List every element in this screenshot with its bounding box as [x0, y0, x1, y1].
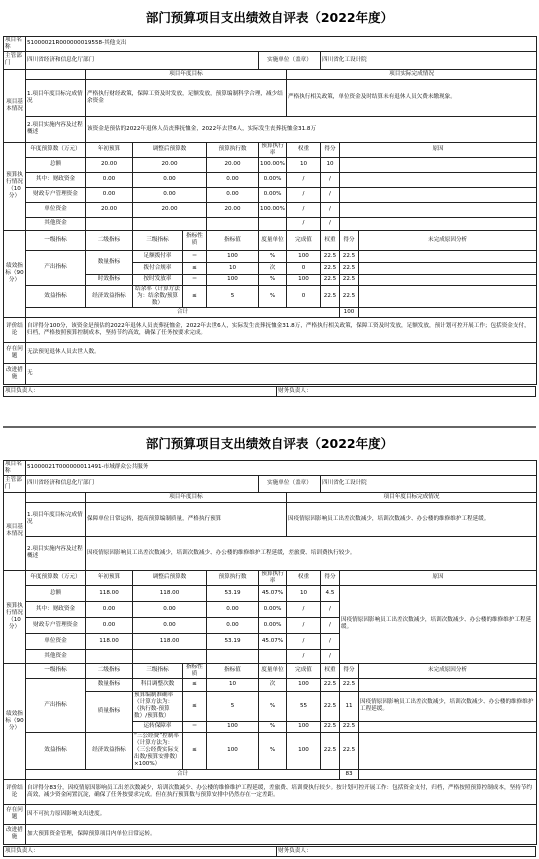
- unit-value: 四川省化工设计院: [321, 475, 537, 492]
- perf-l3: 预算编制准确率（计算方法为：（执行数-预算数）/预算数）: [133, 691, 183, 721]
- evaluation-table: [3, 36, 537, 385]
- perf-header: 度量单位: [259, 663, 287, 678]
- perf-header: 一级指标: [26, 663, 86, 678]
- eval-text: 自评得分100分，该资金是预估的2022年退休人员丧葬抚恤金，2022年去世6人，实际发生丧葬抚恤金31.8万，严格执行相关政策，保障工资及时发放，足额发放，预计划可控开展工作；包括资金支付，归档，严格按照预算控制成本，坚持节约高效，确保了任务按要求完成。: [26, 317, 537, 342]
- budget-row-label: 其他资金: [26, 649, 86, 663]
- overview-label: 项目基本情况: [4, 69, 26, 142]
- perf-analysis: [359, 732, 537, 769]
- overview-row-1: [4, 79, 537, 116]
- budget-adj: 118.00: [133, 585, 207, 601]
- budget-row-label: 总额: [26, 585, 86, 601]
- perf-score: 11: [340, 691, 359, 721]
- project-name-value: 51000021R000000019558-其他支出: [26, 37, 537, 52]
- budget-row-label: 其中：财政资金: [26, 601, 86, 617]
- project-name-label: 项目名称: [4, 461, 26, 476]
- perf-score: 22.5: [340, 732, 359, 769]
- budget-score: /: [321, 217, 340, 230]
- perf-header: 指标值: [207, 230, 259, 250]
- perf-score: 22.5: [340, 250, 359, 262]
- budget-exec: 53.19: [207, 585, 259, 601]
- budget-exec: [207, 217, 259, 230]
- perf-done: 55: [287, 691, 321, 721]
- overview-row-2: [4, 116, 537, 142]
- budget-header: 原因: [340, 142, 537, 157]
- row1-label: 1.项目年度目标完成情况: [26, 502, 86, 536]
- evaluation-sheet-2: [3, 426, 536, 857]
- budget-weight: /: [287, 202, 321, 217]
- budget-header: 年度预算数（万元）: [26, 570, 86, 585]
- budget-weight: /: [287, 601, 321, 617]
- budget-weight: 10: [287, 157, 321, 172]
- issue-label: 存在问题: [4, 342, 26, 363]
- perf-nature: ＝: [183, 274, 207, 285]
- budget-header: 得分: [321, 142, 340, 157]
- budget-weight: /: [287, 187, 321, 202]
- perf-l2: 经济效益指标: [86, 732, 133, 769]
- budget-row-label: 其他资金: [26, 217, 86, 230]
- budget-rate: 0.00%: [259, 601, 287, 617]
- finance-label: 财务负责人：: [277, 386, 536, 396]
- issue-row: [4, 342, 537, 363]
- perf-done: 100: [287, 721, 321, 732]
- row1-target: 保障单位日常运转，提高预算编制质量，严格执行预算: [86, 502, 287, 536]
- overview-row-2: [4, 536, 537, 570]
- perf-header: 一级指标: [26, 230, 86, 250]
- issue-label: 存在问题: [4, 804, 26, 824]
- row1-actual: 严格执行相关政策，单位资金及时结算未有退休人员欠费未缴现象。: [287, 79, 537, 116]
- perf-analysis: [359, 678, 537, 691]
- project-name-row: [4, 37, 537, 52]
- budget-adj: 0.00: [133, 172, 207, 187]
- budget-rate: 100.00%: [259, 157, 287, 172]
- perf-l1: 产出指标: [26, 250, 86, 285]
- overview-label: 项目基本情况: [4, 492, 26, 570]
- perf-nature: ≤: [183, 691, 207, 721]
- row1-target: 严格执行财经政策，保障工资及时发放，足额发放，预算编制科学合理，减少结余资金: [86, 79, 287, 116]
- dept-row: [4, 51, 537, 69]
- perf-header: 权重: [321, 230, 340, 250]
- budget-reason: [340, 157, 537, 172]
- perf-l2: 时效指标: [86, 274, 133, 285]
- perf-value: 100: [207, 250, 259, 262]
- measure-label: 改进措施: [4, 363, 26, 384]
- perf-done: 0: [287, 262, 321, 274]
- budget-row-label: 总额: [26, 157, 86, 172]
- perf-l2: 质量指标: [86, 691, 133, 732]
- unit-label: 实施单位（盖章）: [259, 51, 321, 69]
- project-name-value: 51000021T000000011491-市域群众公共服务: [26, 461, 537, 476]
- perf-analysis: [359, 285, 537, 307]
- issue-text: 因不可抗力原因影响支出进度。: [26, 804, 537, 824]
- row1-actual: 因疫情原因影响员工出差次数减少，培训次数减少、办公楼的维修维护工程延缓。: [287, 502, 537, 536]
- budget-exec: 53.19: [207, 633, 259, 649]
- overview-row-1: [4, 502, 537, 536]
- eval-label: 评价结论: [4, 317, 26, 342]
- dept-row: [4, 475, 537, 492]
- budget-init: [86, 649, 133, 663]
- perf-value: 10: [207, 678, 259, 691]
- budget-row: [4, 187, 537, 202]
- dept-label: 主管部门: [4, 475, 26, 492]
- perf-value: 5: [207, 691, 259, 721]
- budget-adj: [133, 217, 207, 230]
- budget-score: 4.5: [321, 585, 340, 601]
- budget-adj: 0.00: [133, 187, 207, 202]
- perf-header-row: [4, 663, 537, 678]
- perf-weight: 22.5: [321, 678, 340, 691]
- budget-init: 0.00: [86, 617, 133, 633]
- perf-score: 22.5: [340, 285, 359, 307]
- perf-unit: %: [259, 285, 287, 307]
- perf-weight: 22.5: [321, 274, 340, 285]
- perf-score: 22.5: [340, 678, 359, 691]
- total-row: [4, 769, 537, 779]
- perf-header: 完成值: [287, 663, 321, 678]
- total-score: 100: [340, 307, 359, 317]
- perf-l3: 拨付合规率: [133, 262, 183, 274]
- perf-unit: %: [259, 250, 287, 262]
- budget-row: [4, 202, 537, 217]
- budget-row-label: 单位资金: [26, 633, 86, 649]
- budget-weight: /: [287, 633, 321, 649]
- perf-weight: 22.5: [321, 691, 340, 721]
- perf-header: 二级指标: [86, 230, 133, 250]
- budget-header: 调整后预算数: [133, 570, 207, 585]
- budget-score: /: [321, 617, 340, 633]
- dept-value: 四川省经济和信息化厅部门: [26, 51, 259, 69]
- budget-exec: 0.00: [207, 187, 259, 202]
- project-name-row: [4, 461, 537, 476]
- budget-reason: 因疫情原因影响员工出差次数减少，培训次数减少、办公楼的维修维护工程延缓。: [340, 585, 537, 663]
- perf-header: 二级指标: [86, 663, 133, 678]
- budget-header: 得分: [321, 570, 340, 585]
- perf-l1: 效益指标: [26, 732, 86, 769]
- perf-unit: 次: [259, 262, 287, 274]
- perf-done: 100: [287, 732, 321, 769]
- perf-row: [4, 732, 537, 769]
- perf-unit: %: [259, 721, 287, 732]
- budget-row: [4, 217, 537, 230]
- perf-header: 三级指标: [133, 230, 183, 250]
- col-target-header: 项目年度目标: [86, 492, 287, 502]
- col-actual-header: 项目实际完成情况: [287, 69, 537, 79]
- budget-header: 原因: [340, 570, 537, 585]
- budget-adj: 118.00: [133, 633, 207, 649]
- col-actual-header: 项目年度目标完成情况: [287, 492, 537, 502]
- budget-header: 年初预算: [86, 570, 133, 585]
- project-name-label: 项目名称: [4, 37, 26, 52]
- budget-row-label: 单位资金: [26, 202, 86, 217]
- perf-l2: 经济效益指标: [86, 285, 133, 307]
- perf-value: 10: [207, 262, 259, 274]
- measure-row: [4, 363, 537, 384]
- measure-text: 加大预算资金管理，保障预算项目内单位日常运转。: [26, 824, 537, 844]
- perf-header: 完成值: [287, 230, 321, 250]
- total-row: [4, 307, 537, 317]
- perf-value: 100: [207, 274, 259, 285]
- perf-header: 未完成原因分析: [359, 230, 537, 250]
- perf-value: 100: [207, 721, 259, 732]
- budget-score: /: [321, 187, 340, 202]
- budget-weight: /: [287, 217, 321, 230]
- perf-header: 三级指标: [133, 663, 183, 678]
- budget-score: /: [321, 172, 340, 187]
- perf-unit: %: [259, 691, 287, 721]
- budget-section-label: 预算执行情况（10分）: [4, 142, 26, 230]
- dept-value: 四川省经济和信息化厅部门: [26, 475, 259, 492]
- perf-nature: ≤: [183, 678, 207, 691]
- perf-weight: 22.5: [321, 721, 340, 732]
- perf-header: 指标性质: [183, 663, 207, 678]
- perf-header: 得分: [340, 663, 359, 678]
- budget-header: 预算执行率: [259, 142, 287, 157]
- row2-text: 该资金是预估的2022年退休人员丧葬抚恤金，2022年去世6人，实际发生丧葬抚恤金31.8万: [86, 116, 537, 142]
- perf-analysis: [359, 250, 537, 262]
- perf-l3: 运转保障率: [133, 721, 183, 732]
- perf-header: 未完成原因分析: [359, 663, 537, 678]
- col-target-header: 项目年度目标: [86, 69, 287, 79]
- perf-analysis: [359, 274, 537, 285]
- perf-analysis: [359, 262, 537, 274]
- perf-section-label: 绩效指标（90分）: [4, 663, 26, 779]
- perf-l2: 数量指标: [86, 250, 133, 274]
- budget-reason: [340, 202, 537, 217]
- perf-score: 22.5: [340, 274, 359, 285]
- perf-analysis: 因疫情原因影响员工出差次数减少，培训次数减少、办公楼的维修维护工程延缓。: [359, 691, 537, 721]
- budget-header-row: [4, 570, 537, 585]
- row2-text: 因疫情原因影响员工出差次数减少，培训次数减少、办公楼的维修维护工程延缓，差旅费、培训费执行较少。: [86, 536, 537, 570]
- budget-header: 调整后预算数: [133, 142, 207, 157]
- evaluation-sheet-1: [3, 0, 536, 397]
- dept-label: 主管部门: [4, 51, 26, 69]
- overview-header-row: [4, 69, 537, 79]
- budget-header: 权重: [287, 570, 321, 585]
- perf-weight: 22.5: [321, 732, 340, 769]
- perf-l2: 数量指标: [86, 678, 133, 691]
- budget-header: 预算执行数: [207, 570, 259, 585]
- perf-l3: 结余率（计算方法为：结余数/预算数）: [133, 285, 183, 307]
- perf-row: [4, 250, 537, 262]
- eval-row: [4, 317, 537, 342]
- budget-header: 年度预算数（万元）: [26, 142, 86, 157]
- total-score: 83: [340, 769, 359, 779]
- unit-label: 实施单位（盖章）: [259, 475, 321, 492]
- budget-header: 权重: [287, 142, 321, 157]
- perf-weight: 22.5: [321, 250, 340, 262]
- perf-nature: ≤: [183, 285, 207, 307]
- budget-rate: 0.00%: [259, 187, 287, 202]
- perf-row: [4, 678, 537, 691]
- perf-header: 权重: [321, 663, 340, 678]
- sheet-title: 部门预算项目支出绩效自评表（2022年度）: [145, 10, 394, 25]
- budget-init: 20.00: [86, 202, 133, 217]
- measure-text: 无: [26, 363, 537, 384]
- issue-text: 无法预见退休人员去世人数。: [26, 342, 537, 363]
- perf-score: 22.5: [340, 721, 359, 732]
- perf-header: 度量单位: [259, 230, 287, 250]
- sheet-title: 部门预算项目支出绩效自评表（2022年度）: [145, 436, 394, 451]
- budget-header: 预算执行数: [207, 142, 259, 157]
- perf-header: 指标值: [207, 663, 259, 678]
- row2-label: 2.项目实施内容及过程概述: [26, 116, 86, 142]
- perf-l3: “三公经费”控制率（计算方法为：（三公经费实际支出数/预算安排数）×100%）: [133, 732, 183, 769]
- budget-rate: 45.07%: [259, 585, 287, 601]
- budget-rate: [259, 217, 287, 230]
- signature-row: [3, 846, 536, 857]
- budget-init: 20.00: [86, 157, 133, 172]
- perf-done: 100: [287, 678, 321, 691]
- unit-value: 四川省化工设计院: [321, 51, 537, 69]
- budget-init: 0.00: [86, 187, 133, 202]
- perf-unit: %: [259, 732, 287, 769]
- perf-done: 100: [287, 250, 321, 262]
- budget-row-label: 其中：财政资金: [26, 172, 86, 187]
- total-label: 合计: [26, 769, 340, 779]
- perf-unit: 次: [259, 678, 287, 691]
- budget-exec: 20.00: [207, 202, 259, 217]
- perf-weight: 22.5: [321, 285, 340, 307]
- perf-done: 100: [287, 274, 321, 285]
- budget-adj: 20.00: [133, 157, 207, 172]
- budget-rate: 0.00%: [259, 172, 287, 187]
- row2-label: 2.项目实施内容及过程概述: [26, 536, 86, 570]
- budget-row-label: 财政专户管理资金: [26, 187, 86, 202]
- perf-weight: 22.5: [321, 262, 340, 274]
- perf-l1: 效益指标: [26, 285, 86, 307]
- row1-label: 1.项目年度目标完成情况: [26, 79, 86, 116]
- eval-label: 评价结论: [4, 779, 26, 804]
- budget-init: 118.00: [86, 585, 133, 601]
- budget-row: [4, 585, 537, 601]
- budget-reason: [340, 217, 537, 230]
- perf-l3: 足额拨付率: [133, 250, 183, 262]
- perf-l1: 产出指标: [26, 678, 86, 732]
- leader-label: 项目负责人：: [4, 846, 277, 856]
- perf-nature: ＝: [183, 250, 207, 262]
- perf-done: 0: [287, 285, 321, 307]
- perf-unit: %: [259, 274, 287, 285]
- budget-weight: /: [287, 649, 321, 663]
- budget-exec: 0.00: [207, 601, 259, 617]
- budget-score: /: [321, 633, 340, 649]
- budget-header: 年初预算: [86, 142, 133, 157]
- budget-exec: 0.00: [207, 172, 259, 187]
- perf-header: 得分: [340, 230, 359, 250]
- perf-analysis: [359, 721, 537, 732]
- eval-row: [4, 779, 537, 804]
- budget-score: 10: [321, 157, 340, 172]
- budget-score: /: [321, 601, 340, 617]
- perf-l3: 按时发放率: [133, 274, 183, 285]
- leader-label: 项目负责人：: [4, 386, 277, 396]
- perf-section-label: 绩效指标（90分）: [4, 230, 26, 317]
- budget-weight: 10: [287, 585, 321, 601]
- perf-value: 100: [207, 732, 259, 769]
- perf-nature: ＝: [183, 721, 207, 732]
- overview-header-row: [4, 492, 537, 502]
- signature-row: [3, 386, 536, 397]
- budget-reason: [340, 172, 537, 187]
- budget-weight: /: [287, 617, 321, 633]
- measure-label: 改进措施: [4, 824, 26, 844]
- perf-l3: 科目调整次数: [133, 678, 183, 691]
- issue-row: [4, 804, 537, 824]
- budget-weight: /: [287, 172, 321, 187]
- total-label: 合计: [26, 307, 340, 317]
- budget-init: 118.00: [86, 633, 133, 649]
- budget-reason: [340, 187, 537, 202]
- budget-init: [86, 217, 133, 230]
- budget-header-row: [4, 142, 537, 157]
- budget-init: 0.00: [86, 601, 133, 617]
- perf-nature: ≤: [183, 732, 207, 769]
- evaluation-table: [3, 460, 537, 845]
- budget-score: /: [321, 202, 340, 217]
- perf-value: 5: [207, 285, 259, 307]
- budget-adj: 0.00: [133, 617, 207, 633]
- budget-rate: 100.00%: [259, 202, 287, 217]
- budget-row: [4, 157, 537, 172]
- eval-text: 自评得分83分，因疫情原因影响员工出差次数减少，培训次数减少、办公楼的维修维护工程延缓，差旅费、培训费执行较少。按计划可控开展工作：包括资金支付，归档，严格按照预算控制成本，坚持节约高效，减少资金闲置沉淀，确保了任务按要求完成。但在执行预算数与预算安排中仍然存在一定差距。: [26, 779, 537, 804]
- perf-nature: ≤: [183, 262, 207, 274]
- perf-header-row: [4, 230, 537, 250]
- budget-score: /: [321, 649, 340, 663]
- budget-exec: [207, 649, 259, 663]
- budget-exec: 20.00: [207, 157, 259, 172]
- budget-adj: [133, 649, 207, 663]
- budget-exec: 0.00: [207, 617, 259, 633]
- perf-row: [4, 285, 537, 307]
- budget-rate: 0.00%: [259, 617, 287, 633]
- budget-row: [4, 172, 537, 187]
- budget-row-label: 财政专户管理资金: [26, 617, 86, 633]
- perf-header: 指标性质: [183, 230, 207, 250]
- perf-score: 22.5: [340, 262, 359, 274]
- measure-row: [4, 824, 537, 844]
- budget-init: 0.00: [86, 172, 133, 187]
- finance-label: 财务负责人：: [277, 846, 536, 856]
- budget-adj: 20.00: [133, 202, 207, 217]
- budget-rate: 45.07%: [259, 633, 287, 649]
- budget-rate: [259, 649, 287, 663]
- budget-section-label: 预算执行情况（10分）: [4, 570, 26, 663]
- budget-adj: 0.00: [133, 601, 207, 617]
- budget-header: 预算执行率: [259, 570, 287, 585]
